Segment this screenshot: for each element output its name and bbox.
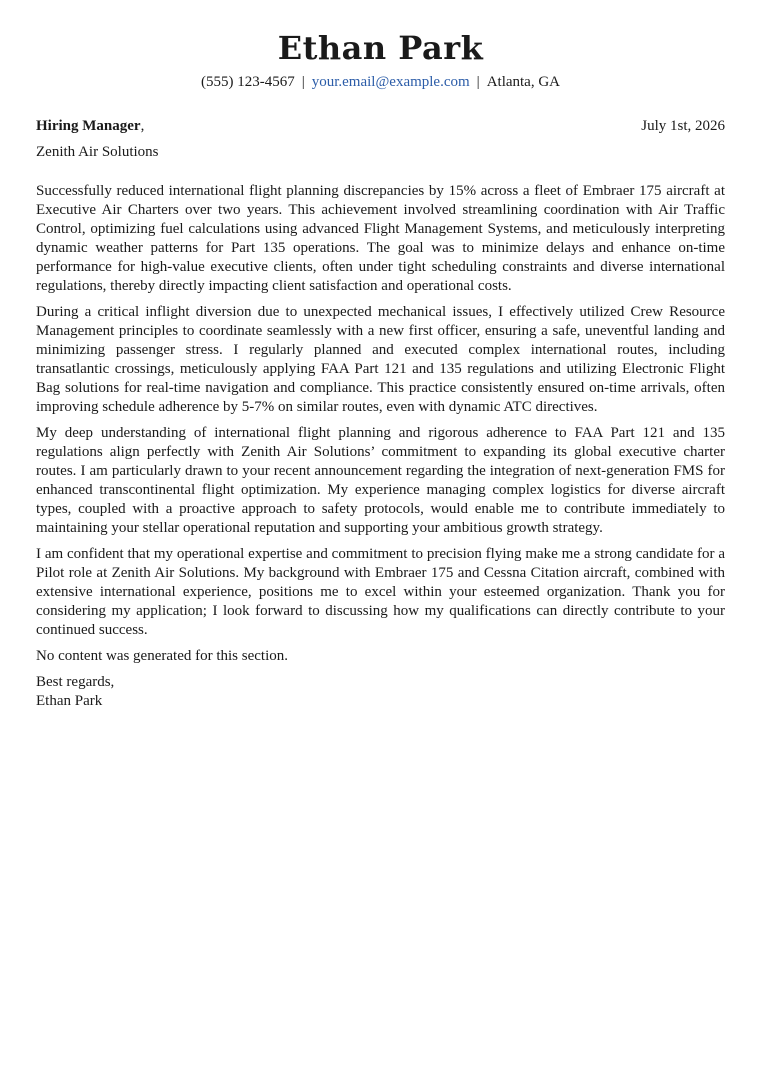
closing-salutation: Best regards,	[36, 674, 115, 690]
letter-date: July 1st, 2026	[641, 118, 725, 134]
phone-number: (555) 123-4567	[200, 74, 295, 90]
recipient-date-row	[36, 116, 725, 136]
letter-closing	[36, 673, 725, 711]
recipient-name: Hiring Manager	[36, 118, 141, 134]
recipient-comma: ,	[140, 118, 145, 134]
body-paragraph: My deep understanding of international flight planning and rigorous adherence to FAA Part 121 and 135 regulations align perfectly with Zenith Air Solutions’ commitment to expanding its global executive charter routes. I am particularly drawn to your recent announcement regarding the integration of next-generation FMS for enhanced transcontinental flight optimization. My experience managing complex logistics for diverse aircraft types, coupled with a proactive approach to safety protocols, would enable me to contribute immediately to maintaining your stellar operational reputation and supporting your ambitious growth strategy.	[36, 425, 725, 536]
body-paragraph: No content was generated for this section.	[36, 648, 289, 664]
applicant-name: Ethan Park	[277, 29, 484, 67]
letter-body	[36, 182, 725, 666]
cover-letter-page	[36, 26, 725, 711]
body-paragraph: Successfully reduced international flight planning discrepancies by 15% across a fleet of Embraer 175 aircraft at Executive Air Charters over two years. This achievement involved streamlining coordination with Air Traffic Control, optimizing fuel calculations using advanced Flight Management Systems, and meticulously interpreting dynamic weather patterns for Part 135 operations. The goal was to minimize delays and enhance on-time performance for high-value executive clients, often under tight scheduling constraints and diverse international regulations, thereby directly impacting client satisfaction and operational costs.	[36, 183, 725, 294]
contact-line	[36, 72, 725, 92]
closing-signature: Ethan Park	[36, 693, 103, 709]
body-paragraph: I am confident that my operational expertise and commitment to precision flying make me a strong candidate for a Pilot role at Zenith Air Solutions. My background with Embraer 175 and Cessna Citation aircraft, combined with extensive international experience, positions me to excel within your esteemed organization. Thank you for considering my application; I look forward to discussing how my qualifications can directly contribute to your continued success.	[36, 546, 725, 638]
body-paragraph: During a critical inflight diversion due to unexpected mechanical issues, I effectively utilized Crew Resource Management principles to coordinate seamlessly with a new first officer, ensuring a safe, uneventful landing and minimizing passenger stress. I regularly planned and executed complex international routes, including transatlantic crossings, meticulously applying FAA Part 121 and 135 regulations and utilizing Electronic Flight Bag solutions for real-time navigation and compliance. This practice consistently ensured on-time arrivals, often improving schedule adherence by 5-7% on similar routes, even with dynamic ATC directives.	[36, 304, 725, 415]
recipient	[36, 116, 144, 136]
contact-separator: |	[301, 74, 305, 90]
email-link[interactable]: your.email@example.com	[311, 74, 470, 90]
recipient-company: Zenith Air Solutions	[36, 144, 159, 160]
contact-separator: |	[476, 74, 480, 90]
location: Atlanta, GA	[486, 74, 561, 90]
